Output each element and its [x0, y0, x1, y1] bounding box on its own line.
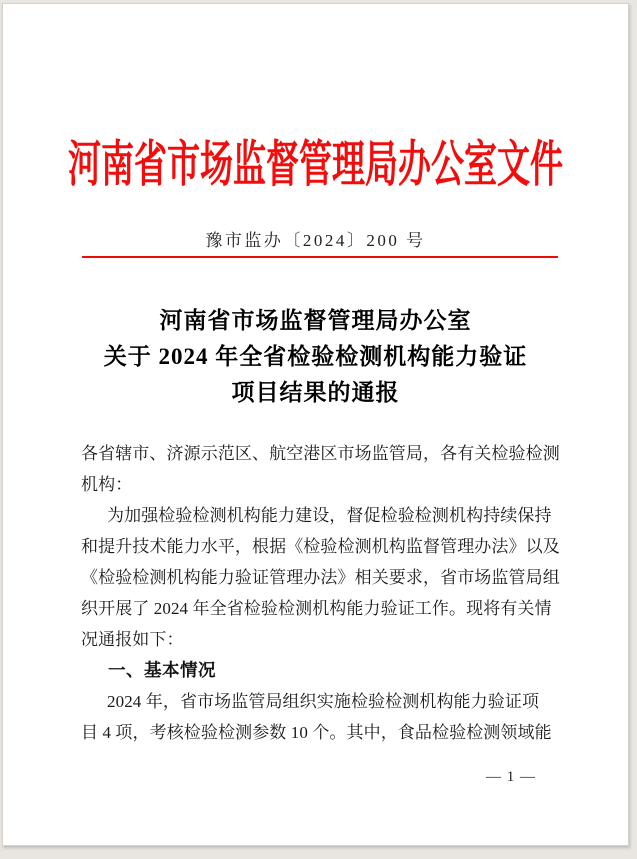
document-title-line: 项目结果的通报 [231, 380, 400, 405]
paragraph-line: 况通报如下： [81, 630, 184, 649]
document-title [3, 303, 628, 411]
paragraph-line: 《检验检测机构能力验证管理办法》相关要求，省市场监管局组 [81, 568, 560, 587]
document-header-title: 河南省市场监督管理局办公室文件 [68, 138, 563, 193]
document-number: 豫市监办〔2024〕200 号 [205, 231, 426, 250]
paragraph-line: 为加强检验检测机构能力建设，督促检验检测机构持续保持 [107, 506, 552, 525]
document-title-line: 河南省市场监督管理局办公室 [159, 308, 472, 333]
section-heading: 一、基本情况 [108, 660, 216, 680]
document-title-line: 关于 2024 年全省检验检测机构能力验证 [103, 344, 528, 369]
red-divider-line [82, 256, 558, 258]
document-body [81, 438, 561, 748]
document-page [2, 3, 629, 846]
paragraph-line: 2024 年，省市场监管局组织实施检验检测机构能力验证项 [107, 692, 540, 711]
salutation-line: 机构： [81, 475, 133, 494]
salutation-line: 各省辖市、济源示范区、航空港区市场监管局，各有关检验检测 [81, 444, 560, 463]
paragraph-line: 织开展了 2024 年全省检验检测机构能力验证工作。现将有关情 [81, 599, 552, 618]
paragraph-line: 目 4 项，考核检验检测参数 10 个。其中，食品检验检测领域能 [81, 723, 552, 742]
page-number: — 1 — [486, 769, 536, 785]
paragraph-line: 和提升技术能力水平，根据《检验检测机构监督管理办法》以及 [81, 537, 560, 556]
